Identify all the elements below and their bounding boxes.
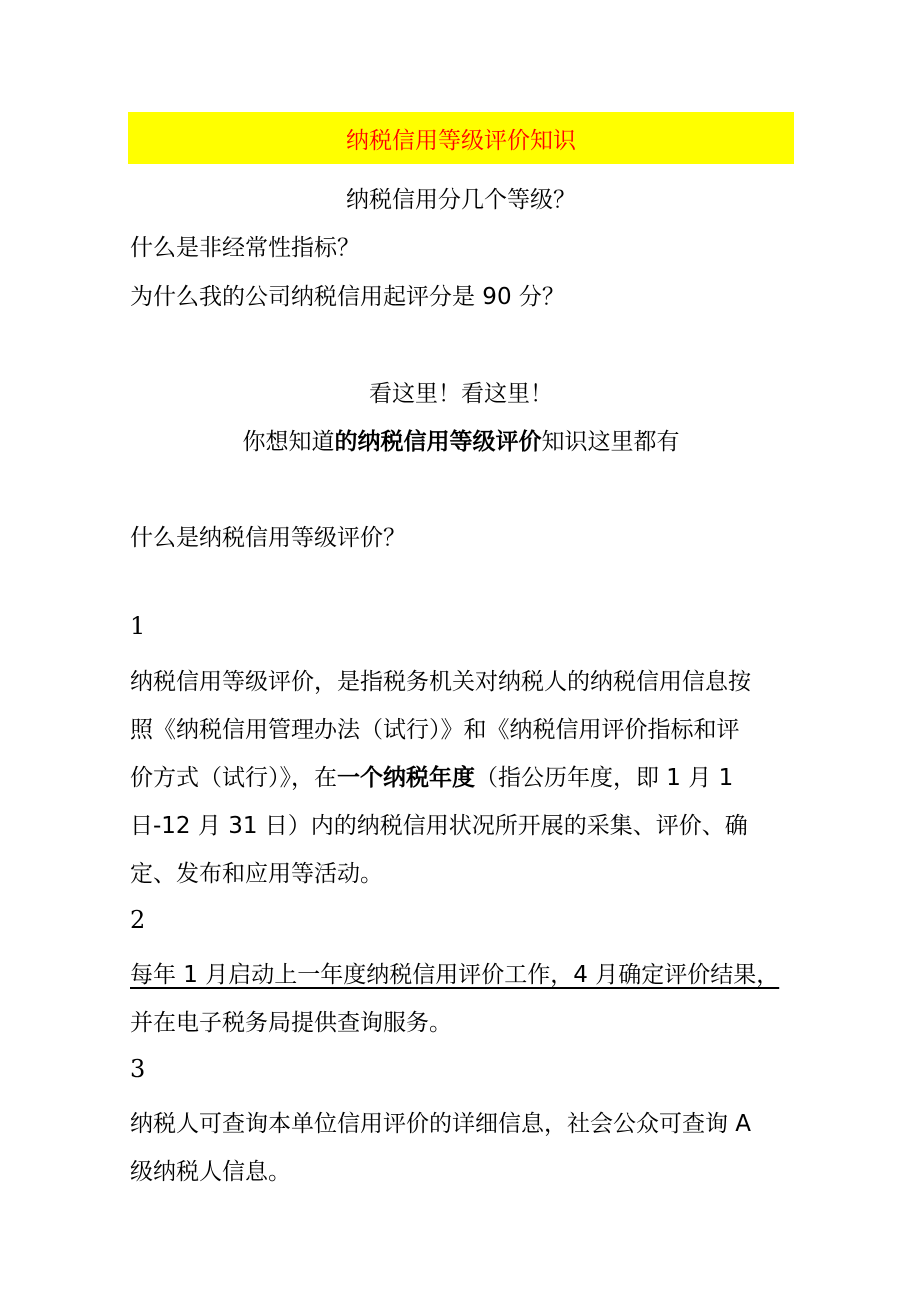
intro-after: 知识这里都有 bbox=[541, 429, 680, 455]
item-1-line-5: 定、发布和应用等活动。 bbox=[130, 861, 383, 887]
item-number-2: 2 bbox=[130, 906, 146, 934]
question-levels: 纳税信用分几个等级？ bbox=[346, 187, 576, 213]
intro-bold: 的纳税信用等级评价 bbox=[334, 429, 542, 455]
look-here-callout: 看这里！看这里！ bbox=[369, 381, 553, 407]
item-1-line-1: 纳税信用等级评价，是指税务机关对纳税人的纳税信用信息按 bbox=[130, 669, 751, 695]
item-number-3: 3 bbox=[130, 1055, 146, 1083]
intro-before: 你想知道 bbox=[242, 429, 335, 455]
question-nonrecurring-indicator: 什么是非经常性指标？ bbox=[130, 235, 360, 261]
item-1-line-2: 照《纳税信用管理办法（试行）》和《纳税信用评价指标和评 bbox=[130, 717, 740, 743]
item-1-paragraph bbox=[130, 658, 792, 898]
item-1-line-3 bbox=[130, 754, 792, 802]
item-3-line-1: 纳税人可查询本单位信用评价的详细信息，社会公众可查询 A bbox=[130, 1111, 752, 1137]
item-2-line-1: 每年 1 月启动上一年度纳税信用评价工作，4 月确定评价结果， bbox=[130, 962, 780, 988]
item-1-line-4: 日-12 月 31 日）内的纳税信用状况所开展的采集、评价、确 bbox=[130, 813, 748, 839]
title-banner bbox=[128, 112, 794, 164]
intro-line bbox=[128, 428, 794, 456]
question-starting-score: 为什么我的公司纳税信用起评分是 90 分？ bbox=[130, 284, 565, 310]
item-2-line-2: 并在电子税务局提供查询服务。 bbox=[130, 1010, 452, 1036]
document-title: 纳税信用等级评价知识 bbox=[346, 127, 576, 154]
item-3-line-2: 级纳税人信息。 bbox=[130, 1159, 291, 1185]
item-1-line-3b: （指公历年度，即 1 月 1 bbox=[475, 765, 734, 791]
item-2-paragraph bbox=[130, 951, 792, 1047]
item-3-paragraph bbox=[130, 1100, 792, 1196]
item-1-line-3a: 价方式（试行）》，在 bbox=[130, 765, 337, 791]
item-number-1: 1 bbox=[130, 612, 146, 640]
item-1-bold-year: 一个纳税年度 bbox=[337, 765, 475, 791]
section-heading: 什么是纳税信用等级评价？ bbox=[130, 525, 406, 551]
